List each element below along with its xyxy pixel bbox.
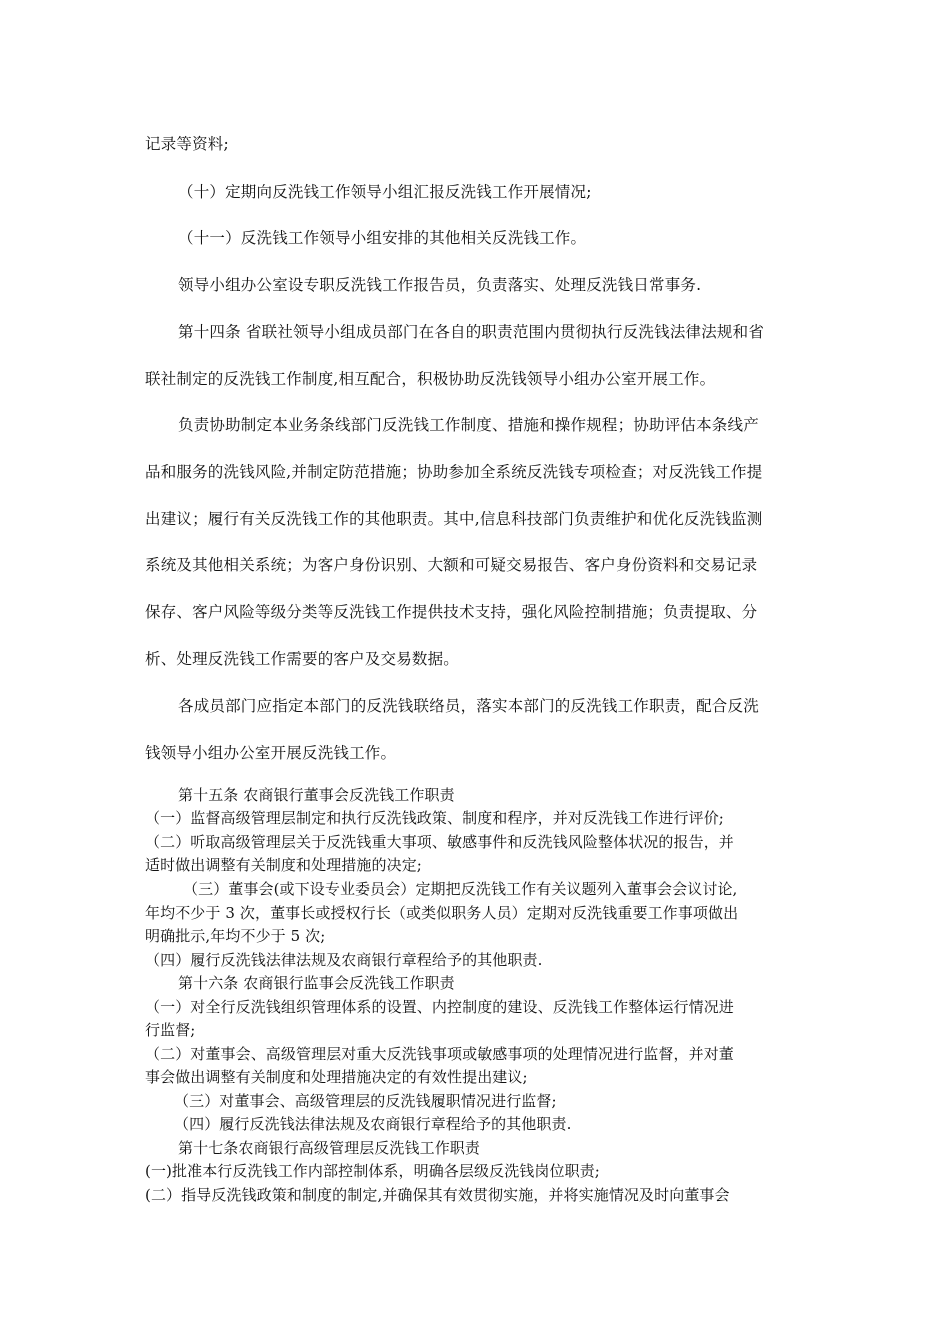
text-line: （二）对董事会、高级管理层对重大反洗钱事项或敏感事项的处理情况进行监督，并对董 xyxy=(145,1045,734,1063)
text-line: 明确批示,年均不少于 5 次; xyxy=(145,927,326,945)
text-line: 领导小组办公室设专职反洗钱工作报告员，负责落实、处理反洗钱日常事务. xyxy=(178,276,702,294)
text-line: 年均不少于 3 次，董事长或授权行长（或类似职务人员）定期对反洗钱重要工作事项做出 xyxy=(145,904,739,922)
text-line: 出建议；履行有关反洗钱工作的其他职责。其中,信息科技部门负责维护和优化反洗钱监测 xyxy=(145,510,763,528)
text-line: 钱领导小组办公室开展反洗钱工作。 xyxy=(145,744,397,762)
article-heading: 第十七条农商银行高级管理层反洗钱工作职责 xyxy=(178,1139,481,1157)
text-line: 适时做出调整有关制度和处理措施的决定; xyxy=(145,856,422,874)
text-line: （一）监督高级管理层制定和执行反洗钱政策、制度和程序，并对反洗钱工作进行评价; xyxy=(145,809,724,827)
text-line: 系统及其他相关系统；为客户身份识别、大额和可疑交易报告、客户身份资料和交易记录 xyxy=(145,556,758,574)
article-heading: 第十五条 农商银行董事会反洗钱工作职责 xyxy=(178,786,455,804)
text-line: 联社制定的反洗钱工作制度,相互配合，积极协助反洗钱领导小组办公室开展工作。 xyxy=(145,370,716,388)
text-line: 负责协助制定本业务条线部门反洗钱工作制度、措施和操作规程；协助评估本条线产 xyxy=(178,416,759,434)
text-line: （三）董事会(或下设专业委员会）定期把反洗钱工作有关议题列入董事会会议讨论, xyxy=(183,880,738,898)
text-line: （四）履行反洗钱法律法规及农商银行章程给予的其他职责. xyxy=(174,1115,572,1133)
text-line: 行监督; xyxy=(145,1021,196,1039)
article-heading: 第十六条 农商银行监事会反洗钱工作职责 xyxy=(178,974,455,992)
text-line: 析、处理反洗钱工作需要的客户及交易数据。 xyxy=(145,650,460,668)
text-line: 品和服务的洗钱风险,并制定防范措施；协助参加全系统反洗钱专项检查；对反洗钱工作提 xyxy=(145,463,763,481)
text-line: （四）履行反洗钱法律法规及农商银行章程给予的其他职责. xyxy=(145,951,543,969)
text-line: 记录等资料; xyxy=(145,135,229,153)
text-line: (二）指导反洗钱政策和制度的制定,并确保其有效贯彻实施，并将实施情况及时向董事会 xyxy=(145,1186,730,1204)
text-line: （二）听取高级管理层关于反洗钱重大事项、敏感事件和反洗钱风险整体状况的报告，并 xyxy=(145,833,734,851)
text-line: (一)批准本行反洗钱工作内部控制体系，明确各层级反洗钱岗位职责; xyxy=(145,1162,600,1180)
article-heading: 第十四条 省联社领导小组成员部门在各自的职责范围内贯彻执行反洗钱法律法规和省 xyxy=(178,323,765,341)
text-line: （三）对董事会、高级管理层的反洗钱履职情况进行监督; xyxy=(174,1092,557,1110)
text-line: （一）对全行反洗钱组织管理体系的设置、内控制度的建设、反洗钱工作整体运行情况进 xyxy=(145,998,734,1016)
text-line: 各成员部门应指定本部门的反洗钱联络员，落实本部门的反洗钱工作职责，配合反洗 xyxy=(178,697,759,715)
text-line: 事会做出调整有关制度和处理措施决定的有效性提出建议; xyxy=(145,1068,528,1086)
text-line: （十一）反洗钱工作领导小组安排的其他相关反洗钱工作。 xyxy=(178,229,587,247)
text-line: （十）定期向反洗钱工作领导小组汇报反洗钱工作开展情况; xyxy=(178,183,592,201)
text-line: 保存、客户风险等级分类等反洗钱工作提供技术支持，强化风险控制措施；负责提取、分 xyxy=(145,603,758,621)
